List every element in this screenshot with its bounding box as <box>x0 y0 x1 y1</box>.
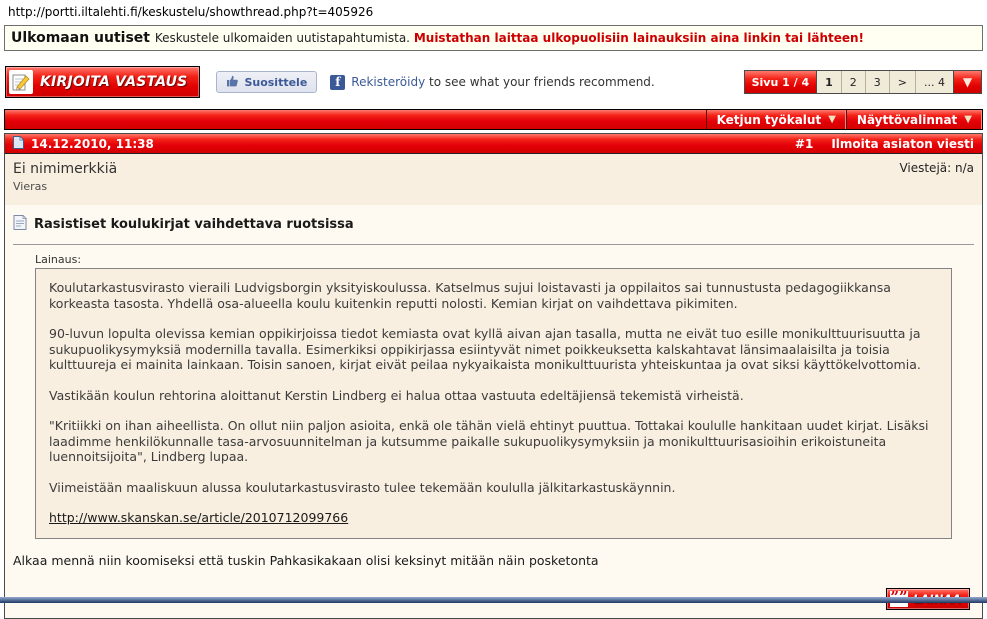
quote-paragraph: Viimeistään maaliskuun alussa koulutarkastusvirasto tulee tekemään koululla jälkitarkastuskäynnin. <box>49 479 676 495</box>
thread-tools-label: Ketjun työkalut <box>716 112 822 127</box>
post-note-icon <box>13 215 27 233</box>
display-options-label: Näyttövalinnat <box>856 112 958 127</box>
post-author-status: Vieras <box>13 180 48 193</box>
post-container <box>4 133 983 619</box>
quote-paragraph: 90-luvun lopulta olevissa kemian oppikirjoissa tiedot kemiasta ovat kyllä aivan ajan tasalla, mutta ne eivät tuo esille monikulttuurisuutta ja sukupuolikysymyksiä modernilla tavalla. Esimerkiksi oppikirjassa esiintyvät nimet poikkeuksetta kalskahtavat länsimaalaisilta ja toisia kulttuureja ei mainita lainkaan. Toisin sanoen, kirjat eivät peilaa nykyaikaista monikulttuurista yhteiskuntaa ja ovat siksi käyttökelvottomia. <box>49 326 921 372</box>
forum-notice: Muistathan laittaa ulkopuolisiin lainauksiin aina linkin tai lähteen! <box>413 31 865 45</box>
display-options-menu[interactable] <box>846 110 982 129</box>
register-link[interactable]: Rekisteröidy <box>351 75 426 89</box>
actions-row <box>5 66 982 98</box>
post-userinfo <box>5 154 982 205</box>
reply-button[interactable] <box>5 66 200 98</box>
quote-label: Lainaus: <box>35 253 82 266</box>
quote-box <box>35 268 952 539</box>
thread-toolbar <box>4 109 983 130</box>
thread-tools-menu[interactable] <box>706 110 846 129</box>
forum-description: Keskustele ulkomaiden uutistapahtumista. <box>154 31 410 45</box>
pagination-page-3[interactable]: 3 <box>866 71 890 93</box>
post-message-count: Viestejä: n/a <box>899 161 974 175</box>
page-url: http://portti.iltalehti.fi/keskustelu/showthread.php?t=405926 <box>8 5 374 19</box>
pagination-last[interactable]: ... 4 <box>924 75 945 89</box>
facebook-register-note <box>330 75 654 90</box>
post-page-icon <box>13 136 24 152</box>
forum-title: Ulkomaan uutiset <box>11 30 150 46</box>
post-title: Rasistiset koulukirjat vaihdettava ruotsissa <box>34 216 354 232</box>
pagination-page-2[interactable]: 2 <box>842 71 866 93</box>
quote-paragraph: Vastikään koulun rehtorina aloittanut Kerstin Lindberg ei halua ottaa vastuuta edeltäjiensä tekemistä virheistä. <box>49 387 744 403</box>
post-comment: Alkaa mennä niin koomiseksi että tuskin Pahkasikakaan olisi keksinyt mitään näin posketonta <box>13 552 599 568</box>
source-link[interactable]: http://www.skanskan.se/article/2010712099766 <box>49 510 349 525</box>
pagination-next[interactable]: > <box>890 71 916 93</box>
chevron-down-icon: ▼ <box>962 75 973 89</box>
facebook-like-button[interactable] <box>216 71 317 93</box>
title-divider <box>13 244 974 245</box>
reply-button-label: KIRJOITA VASTAUS <box>40 74 188 90</box>
pagination-page-1[interactable]: 1 <box>817 71 842 93</box>
post-body <box>5 205 982 618</box>
post-header-bar <box>5 134 982 154</box>
quote-paragraph: Koulutarkastusvirasto vieraili Ludvigsborgin yksityiskoulussa. Katselmus sujui loistavasti ja oppilaitos sai tunnustusta pedagogiikkansa korkeasta tasosta. Yhdellä osa-alueella koulu kuitenkin reputti nolosti. Kemian kirjat on vaihdettava pikimiten. <box>49 280 891 311</box>
post-author: Ei nimimerkkiä <box>13 161 118 177</box>
thumbs-up-icon <box>226 75 239 90</box>
post-number[interactable]: #1 <box>794 136 814 151</box>
chevron-down-icon: ▼ <box>828 114 836 125</box>
footer-category-bar <box>0 597 987 603</box>
facebook-icon: f <box>330 75 345 90</box>
chevron-down-icon: ▼ <box>964 114 972 125</box>
pagination-current-label: Sivu 1 / 4 <box>745 71 818 93</box>
post-footer-row <box>13 568 974 618</box>
post-title-row <box>13 212 974 235</box>
write-reply-icon <box>9 70 33 94</box>
quote-paragraph: "Kritiikki on ihan aiheellista. On ollut niin paljon asioita, enkä ole tähän vielä ehtinyt puuttua. Tottakai koululle hankitaan uudet kirjat. Lisäksi laadimme henkilökunnalle tasa-arvosuunnitelman ja kutsumme paikalle sukupuolikysymyksiin ja monikulttuurisasioihin erikoistuneita luennoitsijoita", Lindberg lupaa. <box>49 418 929 464</box>
pagination <box>744 70 982 94</box>
report-post-link[interactable]: Ilmoita asiaton viesti <box>831 136 974 151</box>
forum-header <box>4 25 983 51</box>
post-timestamp: 14.12.2010, 11:38 <box>31 136 154 151</box>
like-button-label: Suosittele <box>244 75 308 89</box>
pagination-dropdown-button[interactable] <box>953 71 981 93</box>
register-note-text: to see what your friends recommend. <box>429 75 655 89</box>
